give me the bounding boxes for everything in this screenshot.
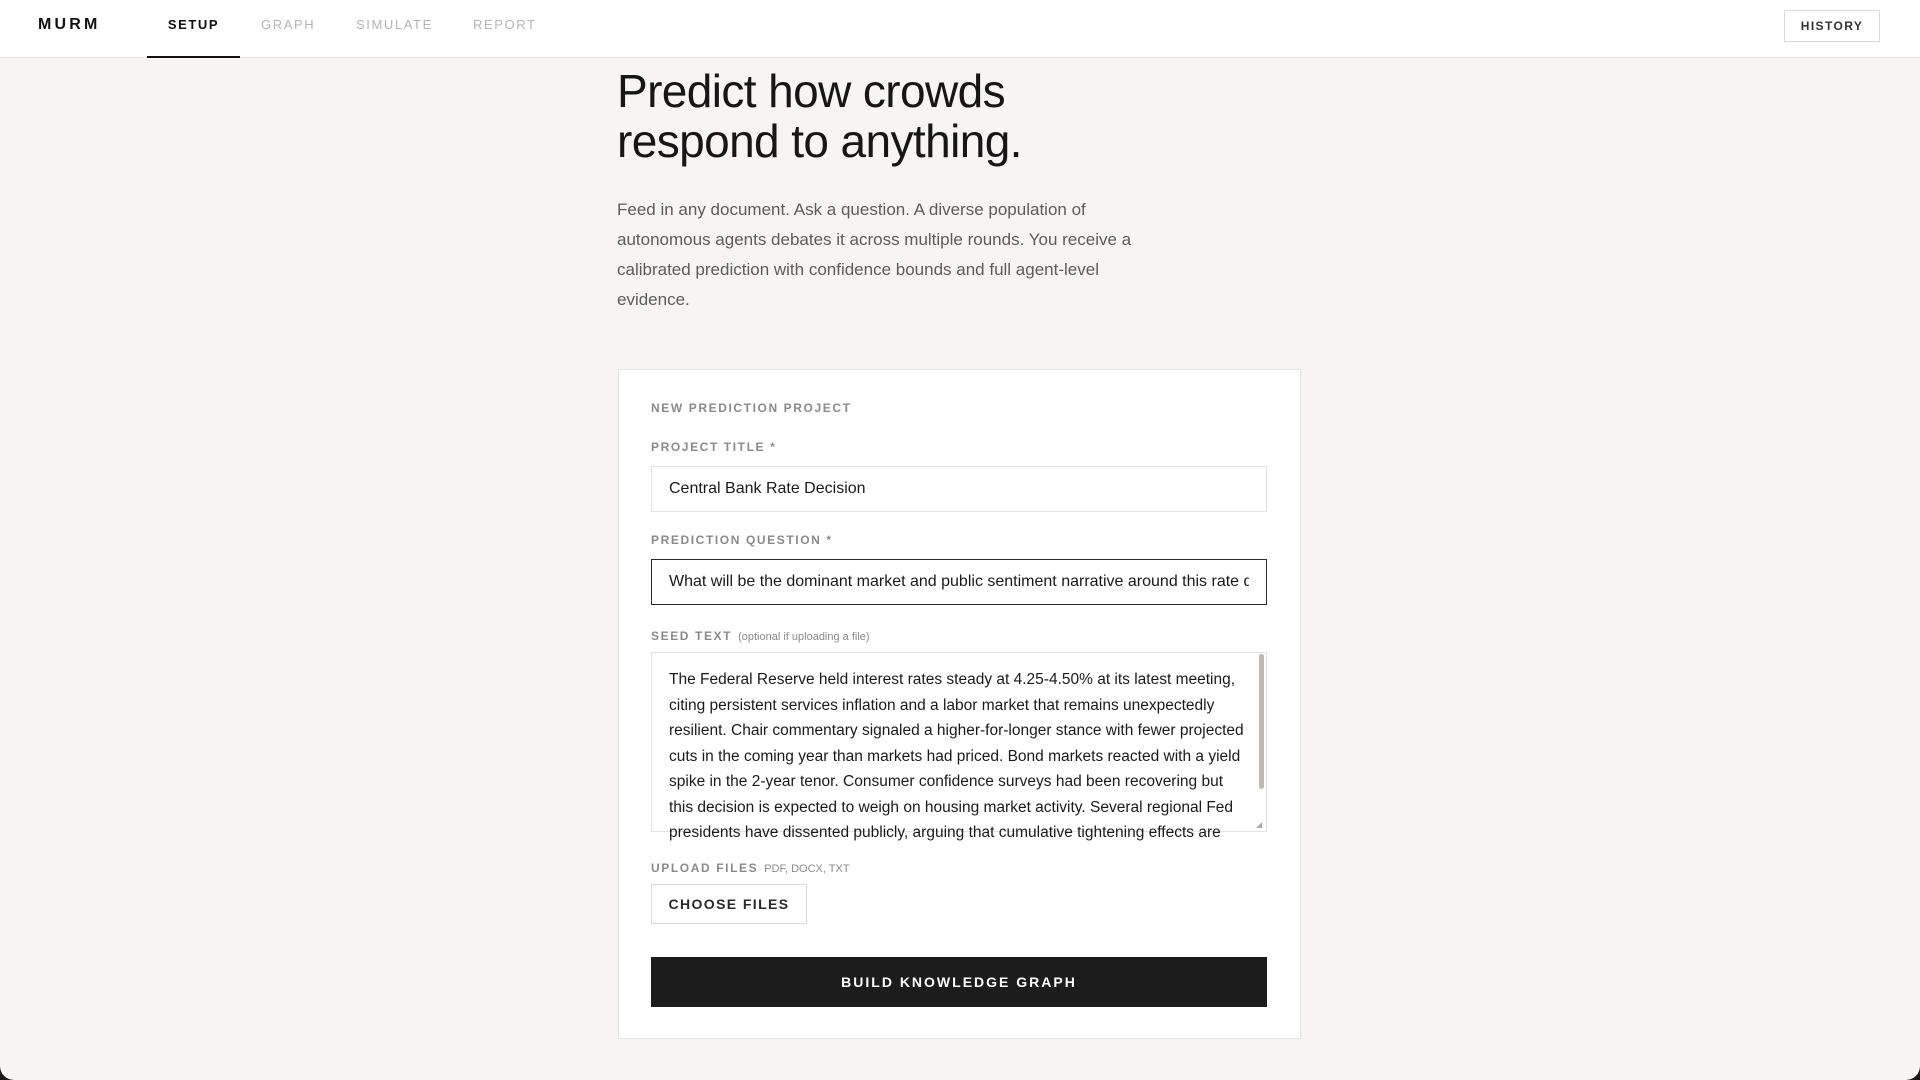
seed-text-hint: (optional if uploading a file): [738, 631, 870, 643]
page-title-line-1: Predict how crowds: [617, 65, 1006, 117]
build-knowledge-graph-button[interactable]: BUILD KNOWLEDGE GRAPH: [651, 957, 1267, 1007]
new-project-form: [618, 369, 1301, 1039]
upload-files-label-text: UPLOAD FILES: [651, 861, 759, 875]
project-title-label: PROJECT TITLE *: [651, 440, 777, 454]
project-title-input[interactable]: [651, 466, 1267, 512]
seed-text-scrollbar[interactable]: [1259, 654, 1264, 789]
prediction-question-label: PREDICTION QUESTION *: [651, 533, 833, 547]
upload-files-label: [651, 861, 850, 875]
page-title: [617, 66, 1177, 166]
resize-handle-icon[interactable]: ◢: [1256, 820, 1263, 829]
form-heading: NEW PREDICTION PROJECT: [651, 401, 852, 415]
history-button[interactable]: HISTORY: [1784, 10, 1880, 42]
page-title-line-2: respond to anything.: [617, 115, 1022, 167]
brand-logo[interactable]: MURM: [38, 16, 101, 33]
tab-setup[interactable]: SETUP: [147, 0, 240, 58]
seed-text-label-text: SEED TEXT: [651, 629, 733, 643]
page-description: Feed in any document. Ask a question. A diverse population of autonomous agents debates it across multiple rounds. You receive a calibrated prediction with confidence bounds and full agent-level evidence.: [617, 200, 1132, 309]
choose-files-button[interactable]: CHOOSE FILES: [651, 884, 807, 924]
seed-text-content: The Federal Reserve held interest rates steady at 4.25-4.50% at its latest meeting, citing persistent services inflation and a labor market that remains unexpectedly resilient. Chair commentary signaled a higher-for-longer stance with fewer projected cuts in the coming year than markets had priced. Bond markets reacted with a yield spike in the 2-year tenor. Consumer confidence surveys had been recovering but this decision is expected to weigh on housing market activity. Several regional Fed presidents have dissented publicly, arguing that cumulative tightening effects are: [669, 671, 1244, 841]
seed-text-area[interactable]: [651, 652, 1267, 841]
tab-simulate[interactable]: SIMULATE: [356, 17, 433, 32]
upload-files-hint: PDF, DOCX, TXT: [764, 863, 850, 875]
seed-text-label: [651, 629, 870, 643]
tab-report[interactable]: REPORT: [473, 17, 537, 32]
tab-graph[interactable]: GRAPH: [261, 17, 316, 32]
top-nav-bar: [0, 0, 1920, 58]
prediction-question-input[interactable]: [651, 559, 1267, 605]
